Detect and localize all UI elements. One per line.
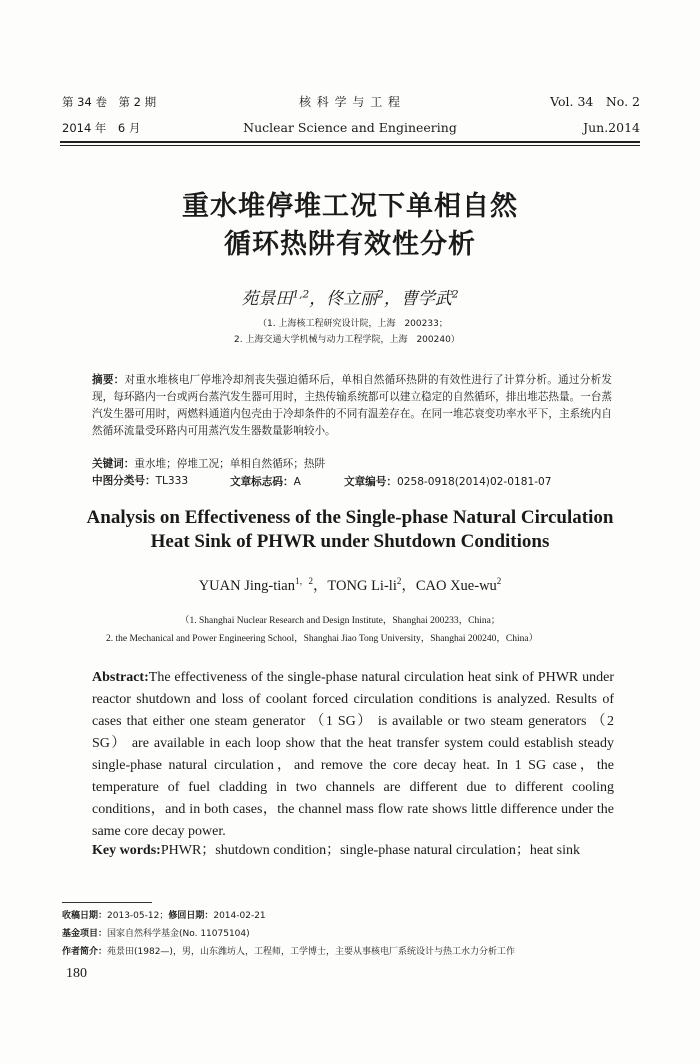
en-abstract-text: The effectiveness of the single-phase natural circulation heat sink of PHWR under reactor shutdown and loss of coolant forced circulation conditions is analyzed. Results of cases that either one steam generator （1 SG） is available or two steam generators （2 SG） are available in each loop show that the heat transfer system could establish steady single-phase natural circulation，and remove the core decay heat. In 1 SG case，the temperature of fuel cladding in two channels are different due to different cooling conditions，and in both cases，the channel mass flow rate shows little difference under the same core decay power.: [92, 670, 614, 839]
cn-article-no-label: 文章编号：: [344, 476, 397, 488]
en-abstract-label: Abstract:: [92, 670, 149, 685]
revised-label: 修回日期：: [168, 911, 214, 921]
fund-value: 国家自然科学基金(No. 11075104): [107, 929, 250, 939]
en-keywords: [92, 840, 614, 862]
en-author-2-affil: 2: [396, 576, 402, 587]
fund-label: 基金项目：: [62, 929, 108, 939]
cn-title-line2: 循环热阱有效性分析: [224, 229, 476, 260]
footnote-dates: [62, 910, 266, 923]
en-title-line2: Heat Sink of PHWR under Shutdown Conditions: [150, 531, 550, 552]
en-keywords-label: Key words:: [92, 843, 161, 858]
en-author-2: ，TONG Li-li: [312, 578, 397, 594]
en-title-line1: Analysis on Effectiveness of the Single-phase Natural Circulation: [86, 507, 614, 528]
header-date-en: Jun.2014: [583, 120, 640, 135]
received-value: 2013-05-12；: [107, 911, 169, 921]
cn-affiliation-2: 2. 上海交通大学机械与动力工程学院，上海 200240）: [234, 335, 460, 345]
en-author-3-affil: 2: [496, 576, 502, 587]
cn-abstract: [92, 372, 612, 440]
cn-abstract-label: 摘要：: [92, 374, 125, 386]
en-keywords-text: PHWR；shutdown condition；single-phase natural circulation；heat sink: [160, 843, 580, 858]
cn-abstract-text: 对重水堆核电厂停堆冷却剂丧失强迫循环后，单相自然循环热阱的有效性进行了计算分析。通过分析发现，每环路内一台或两台蒸汽发生器可用时，主热传输系统都可以建立稳定的自然循环，排出堆芯热量。一台蒸汽发生器可用时，两燃料通道内包壳由于冷却条件的不同有温差存在。在同一堆芯衰变功率水平下，主系统内自然循环流量受环路内可用蒸汽发生器数量影响较小。: [92, 374, 612, 437]
bio-label: 作者简介：: [62, 947, 108, 957]
en-abstract: [92, 667, 614, 843]
cn-doc-code-label: 文章标志码：: [230, 476, 294, 488]
cn-author-3: 曹学武: [400, 289, 452, 309]
page-number: 180: [66, 966, 87, 981]
cn-clc-label: 中图分类号：: [92, 475, 156, 487]
cn-keywords-text: 重水堆；停堆工况；单相自然循环；热阱: [134, 458, 326, 470]
cn-affiliation-1: （1. 上海核工程研究设计院，上海 200233；: [258, 319, 448, 329]
cn-clc-value: TL333: [155, 475, 189, 487]
footnote-rule: [62, 902, 152, 903]
header-date-cn: 2014 年 6 月: [62, 121, 141, 135]
header-volume-cn: 第 34 卷 第 2 期: [62, 95, 157, 109]
cn-author-sep: ，: [383, 289, 401, 309]
cn-authors: [0, 284, 700, 309]
cn-author-3-affil: 2: [451, 288, 459, 301]
en-author-1-affil: 1，2: [294, 576, 313, 587]
header-journal-en: Nuclear Science and Engineering: [243, 120, 457, 135]
en-affiliation-2: 2. the Mechanical and Power Engineering School，Shanghai Jiao Tong University，Shanghai 200240，China）: [106, 634, 539, 644]
cn-doc-code: [230, 474, 301, 491]
footnote-fund: [62, 928, 250, 941]
bio-value: 苑景田(1982—)，男，山东潍坊人，工程师，工学博士，主要从事核电厂系统设计与热工水力分析工作: [107, 947, 515, 957]
en-author-3: ，CAO Xue-wu: [401, 578, 497, 594]
footnote-bio: [62, 946, 515, 959]
header-rule-thick: [60, 141, 640, 143]
en-author-1: YUAN Jing-tian: [198, 578, 295, 594]
cn-keywords-label: 关键词：: [92, 458, 135, 470]
cn-author-sep: ，: [309, 289, 327, 309]
cn-title-line1: 重水堆停堆工况下单相自然: [182, 191, 518, 222]
cn-author-2: 佟立丽: [326, 289, 378, 309]
cn-article-no: [344, 474, 552, 491]
cn-author-1-affil: 1,2: [292, 288, 310, 301]
cn-author-1: 苑景田: [241, 289, 293, 309]
received-label: 收稿日期：: [62, 911, 108, 921]
en-authors: [0, 574, 700, 595]
header-rule-thin: [60, 145, 640, 146]
cn-doc-code-value: A: [293, 476, 301, 488]
header-journal-cn: 核 科 学 与 工 程: [298, 95, 402, 109]
cn-keywords: [92, 456, 612, 473]
cn-article-no-value: 0258-0918(2014)02-0181-07: [396, 476, 552, 488]
en-affiliation-1: （1. Shanghai Nuclear Research and Design Institute，Shanghai 200233，China；: [180, 616, 501, 626]
revised-value: 2014-02-21: [213, 911, 266, 921]
cn-author-2-affil: 2: [377, 288, 384, 301]
header-volume-en: Vol. 34 No. 2: [550, 94, 640, 109]
